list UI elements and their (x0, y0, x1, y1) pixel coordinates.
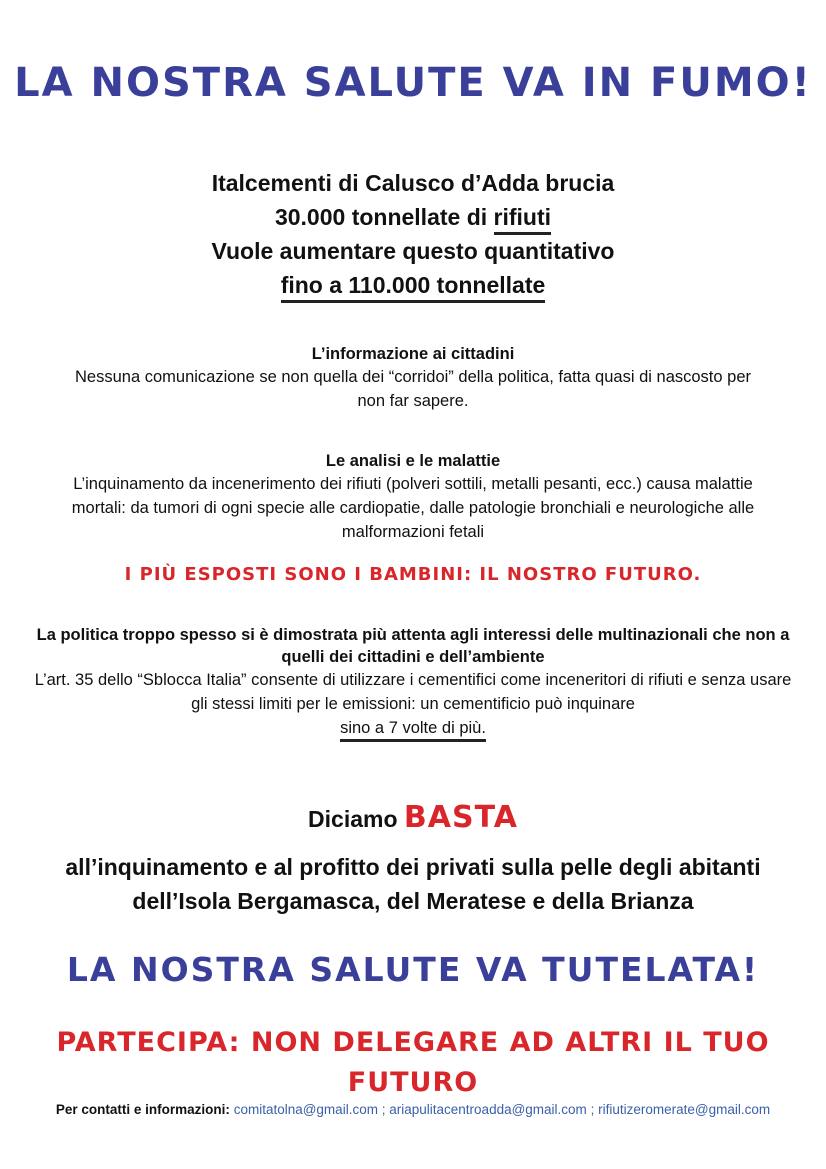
info-heading: L’informazione ai cittadini (311, 345, 515, 363)
children-warning: I PIÙ ESPOSTI SONO I BAMBINI: IL NOSTRO FUTURO. (124, 564, 702, 585)
call-basta-line (0, 798, 826, 839)
politics-heading: La politica troppo spesso si è dimostrata più attenta agli interessi delle multinazionali che non a quelli dei cittadini e dell’ambiente (36, 626, 790, 666)
call-block (0, 850, 826, 918)
politics-underlined: sino a 7 volte di più. (340, 719, 486, 742)
analysis-heading: Le analisi e le malattie (325, 452, 501, 470)
slogan: LA NOSTRA SALUTE VA TUTELATA! (66, 950, 760, 989)
call-line-2: dell’Isola Bergamasca, del Meratese e della Brianza (132, 888, 694, 914)
politics-body: L’art. 35 dello “Sblocca Italia” consente di utilizzare i cementifici come inceneritori di rifiuti e senza usare gli stessi limiti per le emissioni: un cementificio può inquinare (34, 671, 792, 713)
lead-line-1: Italcementi di Calusco d’Adda brucia (211, 170, 615, 196)
contacts-footer (0, 1100, 826, 1120)
info-section (0, 343, 826, 413)
email-link-1[interactable]: comitatolna@gmail.com (233, 1102, 378, 1117)
participate-slogan: PARTECIPA: NON DELEGARE AD ALTRI IL TUO FUTURO (56, 1027, 770, 1098)
lead-quantity-underlined: fino a 110.000 tonnellate (281, 272, 546, 303)
call-prefix: Diciamo (308, 806, 404, 832)
analysis-body: L’inquinamento da incenerimento dei rifiuti (polveri sottili, metalli pesanti, ecc.) causa malattie mortali: da tumori di ogni specie alle cardiopatie, dalle patologie bronchiali e neurologiche alle malformazioni fetali (71, 475, 755, 541)
email-separator-2: ; (590, 1102, 595, 1117)
email-link-2[interactable]: ariapulitacentroadda@gmail.com (389, 1102, 587, 1117)
lead-line-2 (0, 200, 826, 234)
lead-line-4 (0, 268, 826, 302)
lead-line-3: Vuole aumentare questo quantitativo (211, 238, 615, 264)
politics-section (0, 624, 826, 740)
lead-block (0, 166, 826, 302)
page-title: LA NOSTRA SALUTE VA IN FUMO! (14, 60, 812, 106)
info-body: Nessuna comunicazione se non quella dei “corridoi” della politica, fatta quasi di nascosto per non far sapere. (75, 368, 751, 410)
politics-body-end (0, 716, 826, 740)
call-line-1: all’inquinamento e al profitto dei privati sulla pelle degli abitanti (65, 854, 761, 880)
basta-word: BASTA (403, 800, 518, 835)
email-link-3[interactable]: rifiutizeromerate@gmail.com (598, 1102, 771, 1117)
email-separator-1: ; (381, 1102, 386, 1117)
lead-rifiuti-underlined: rifiuti (494, 204, 552, 235)
analysis-section (0, 450, 826, 544)
contacts-label: Per contatti e informazioni: (55, 1102, 230, 1117)
lead-line-2-text: 30.000 tonnellate di (274, 204, 494, 230)
